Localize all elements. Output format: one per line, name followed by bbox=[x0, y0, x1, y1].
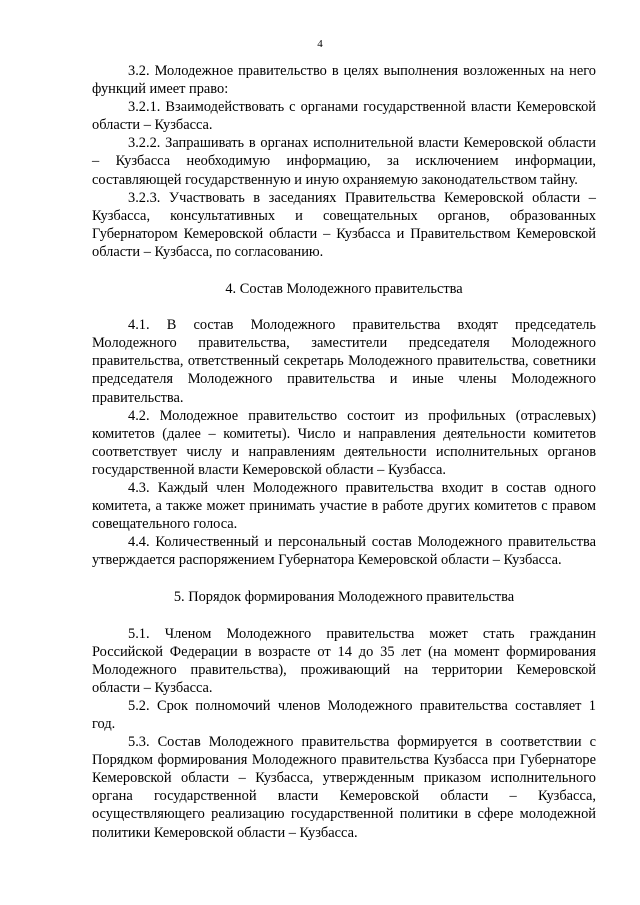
paragraph-4-1: 4.1. В состав Молодежного правительства входят председатель Молодежного правительства, заместители председателя Молодежного правительства, ответственный секретарь Молодежного правительства, советники председателя Молодежного правительства и иные члены Молодежного правительства. bbox=[92, 317, 596, 406]
paragraph-3-2-1: 3.2.1. Взаимодействовать с органами государственной власти Кемеровской области – Кузбасса. bbox=[92, 99, 596, 134]
paragraph-4-2: 4.2. Молодежное правительство состоит из профильных (отраслевых) комитетов (далее – комитеты). Число и направления деятельности комитетов соответствует числу и направлениям деятельности исполнительных органов государственной власти Кемеровской области – Кузбасса. bbox=[92, 407, 596, 478]
page-number: 4 bbox=[317, 38, 323, 50]
spacer bbox=[92, 298, 596, 317]
section-heading-5: 5. Порядок формирования Молодежного правительства bbox=[173, 588, 515, 605]
section-heading-4: 4. Состав Молодежного правительства bbox=[225, 280, 463, 297]
paragraph-5-2: 5.2. Срок полномочий членов Молодежного правительства составляет 1 год. bbox=[92, 697, 596, 732]
paragraph-3-2: 3.2. Молодежное правительство в целях выполнения возложенных на него функций имеет право: bbox=[92, 63, 596, 98]
paragraph-4-3: 4.3. Каждый член Молодежного правительства входит в состав одного комитета, а также может принимать участие в работе других комитетов с правом совещательного голоса. bbox=[92, 479, 596, 533]
paragraph-4-4: 4.4. Количественный и персональный состав Молодежного правительства утверждается распоряжением Губернатора Кемеровской области – Кузбасса. bbox=[92, 534, 596, 569]
paragraph-5-3: 5.3. Состав Молодежного правительства формируется в соответствии с Порядком формирования Молодежного правительства Кузбасса при Губернаторе Кемеровской области – Кузбасса, утвержденным приказом исполнительного органа государственной власти Кемеровской области – Кузбасса, осуществляющего реализацию государственной политики в сфере молодежной политики Кемеровской области – Кузбасса. bbox=[92, 734, 596, 841]
document-body bbox=[92, 62, 596, 842]
spacer bbox=[92, 569, 596, 588]
paragraph-3-2-3: 3.2.3. Участвовать в заседаниях Правительства Кемеровской области – Кузбасса, консультативных и совещательных органов, образованных Губернатором Кемеровской области – Кузбасса и Правительством Кемеровской области – Кузбасса, по согласованию. bbox=[92, 189, 596, 260]
spacer bbox=[92, 606, 596, 625]
paragraph-5-1: 5.1. Членом Молодежного правительства может стать гражданин Российской Федерации в возрасте от 14 до 35 лет (на момент формирования Молодежного правительства), проживающий на территории Кемеровской области – Кузбасса. bbox=[92, 625, 596, 696]
spacer bbox=[92, 261, 596, 280]
paragraph-3-2-2: 3.2.2. Запрашивать в органах исполнительной власти Кемеровской области – Кузбасса необходимую информацию, за исключением информации, составляющей государственную и иную охраняемую законодательством тайну. bbox=[92, 135, 596, 188]
